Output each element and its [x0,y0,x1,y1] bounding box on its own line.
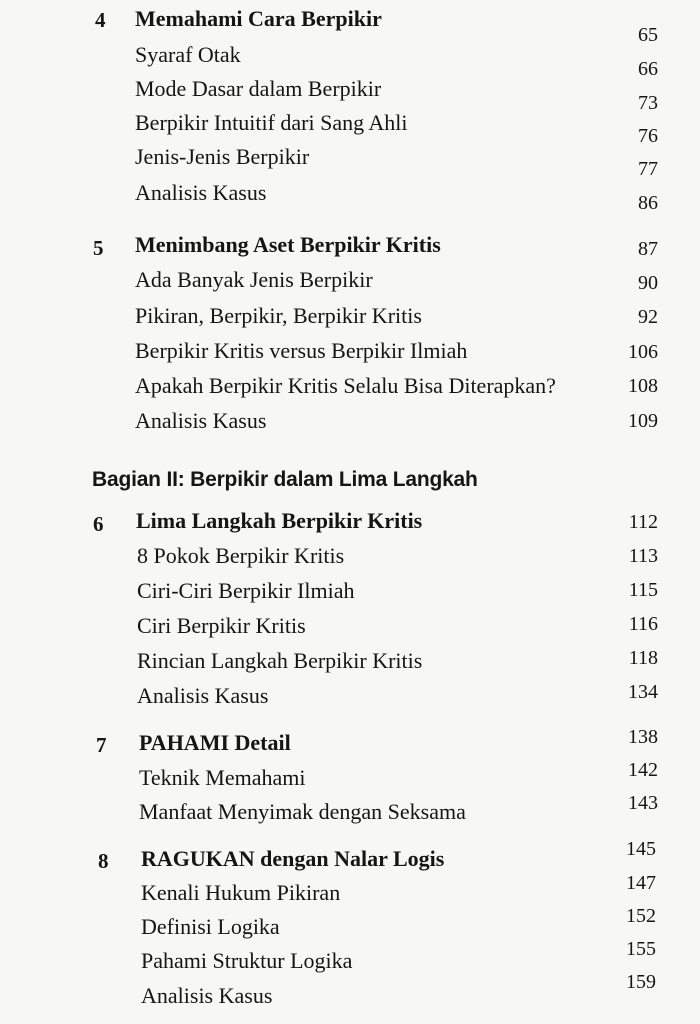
chapter-page: 112 [628,511,658,533]
chapter-number: 6 [93,512,104,536]
section-page: 86 [638,192,658,214]
section-page: 152 [626,905,656,927]
section-page: 118 [628,647,658,669]
section-title: Pahami Struktur Logika [141,948,353,973]
section-title: Berpikir Intuitif dari Sang Ahli [135,110,408,135]
section-page: 108 [628,375,658,397]
section-title: Analisis Kasus [137,683,269,708]
section-page: 76 [638,125,658,147]
section-page: 109 [628,410,658,432]
section-title: Ciri-Ciri Berpikir Ilmiah [137,578,355,603]
section-title: Apakah Berpikir Kritis Selalu Bisa Diterapkan? [135,373,556,398]
section-title: Manfaat Menyimak dengan Seksama [139,799,466,824]
chapter-title: RAGUKAN dengan Nalar Logis [141,846,445,871]
chapter-page: 65 [638,24,658,46]
chapter-page: 138 [628,726,658,748]
chapter-title: PAHAMI Detail [139,730,291,755]
section-page: 73 [638,92,658,114]
section-title: Berpikir Kritis versus Berpikir Ilmiah [135,338,468,363]
chapter-number: 8 [98,849,109,873]
section-title: Teknik Memahami [139,765,306,790]
section-title: Kenali Hukum Pikiran [141,880,341,905]
section-page: 92 [638,306,658,328]
chapter-number: 4 [95,8,106,32]
section-title: Analisis Kasus [135,408,267,433]
section-title: Mode Dasar dalam Berpikir [135,76,382,101]
section-page: 155 [626,938,656,960]
section-page: 116 [628,613,658,635]
section-title: Analisis Kasus [135,180,267,205]
section-title: Pikiran, Berpikir, Berpikir Kritis [135,303,422,328]
section-page: 134 [628,681,658,703]
section-page: 142 [628,759,658,781]
section-page: 113 [628,545,658,567]
section-title: Jenis-Jenis Berpikir [135,144,310,169]
section-title: Ada Banyak Jenis Berpikir [135,267,373,292]
section-title: Rincian Langkah Berpikir Kritis [137,648,423,673]
section-page: 106 [628,341,658,363]
part-heading: Bagian II: Berpikir dalam Lima Langkah [92,468,478,491]
section-page: 66 [638,58,658,80]
chapter-page: 145 [626,838,656,860]
section-title: 8 Pokok Berpikir Kritis [137,543,345,568]
section-page: 77 [638,158,658,180]
section-title: Analisis Kasus [141,983,273,1008]
chapter-title: Lima Langkah Berpikir Kritis [136,508,423,533]
section-page: 143 [628,792,658,814]
chapter-page: 87 [638,238,658,260]
section-title: Definisi Logika [141,914,280,939]
chapter-number: 5 [93,236,104,260]
section-title: Ciri Berpikir Kritis [137,613,306,638]
section-page: 90 [638,272,658,294]
section-page: 147 [626,872,656,894]
section-page: 159 [626,971,656,993]
section-title: Syaraf Otak [135,42,241,67]
section-page: 115 [628,579,658,601]
chapter-title: Menimbang Aset Berpikir Kritis [135,232,441,257]
chapter-title: Memahami Cara Berpikir [135,6,382,31]
chapter-number: 7 [96,733,107,757]
